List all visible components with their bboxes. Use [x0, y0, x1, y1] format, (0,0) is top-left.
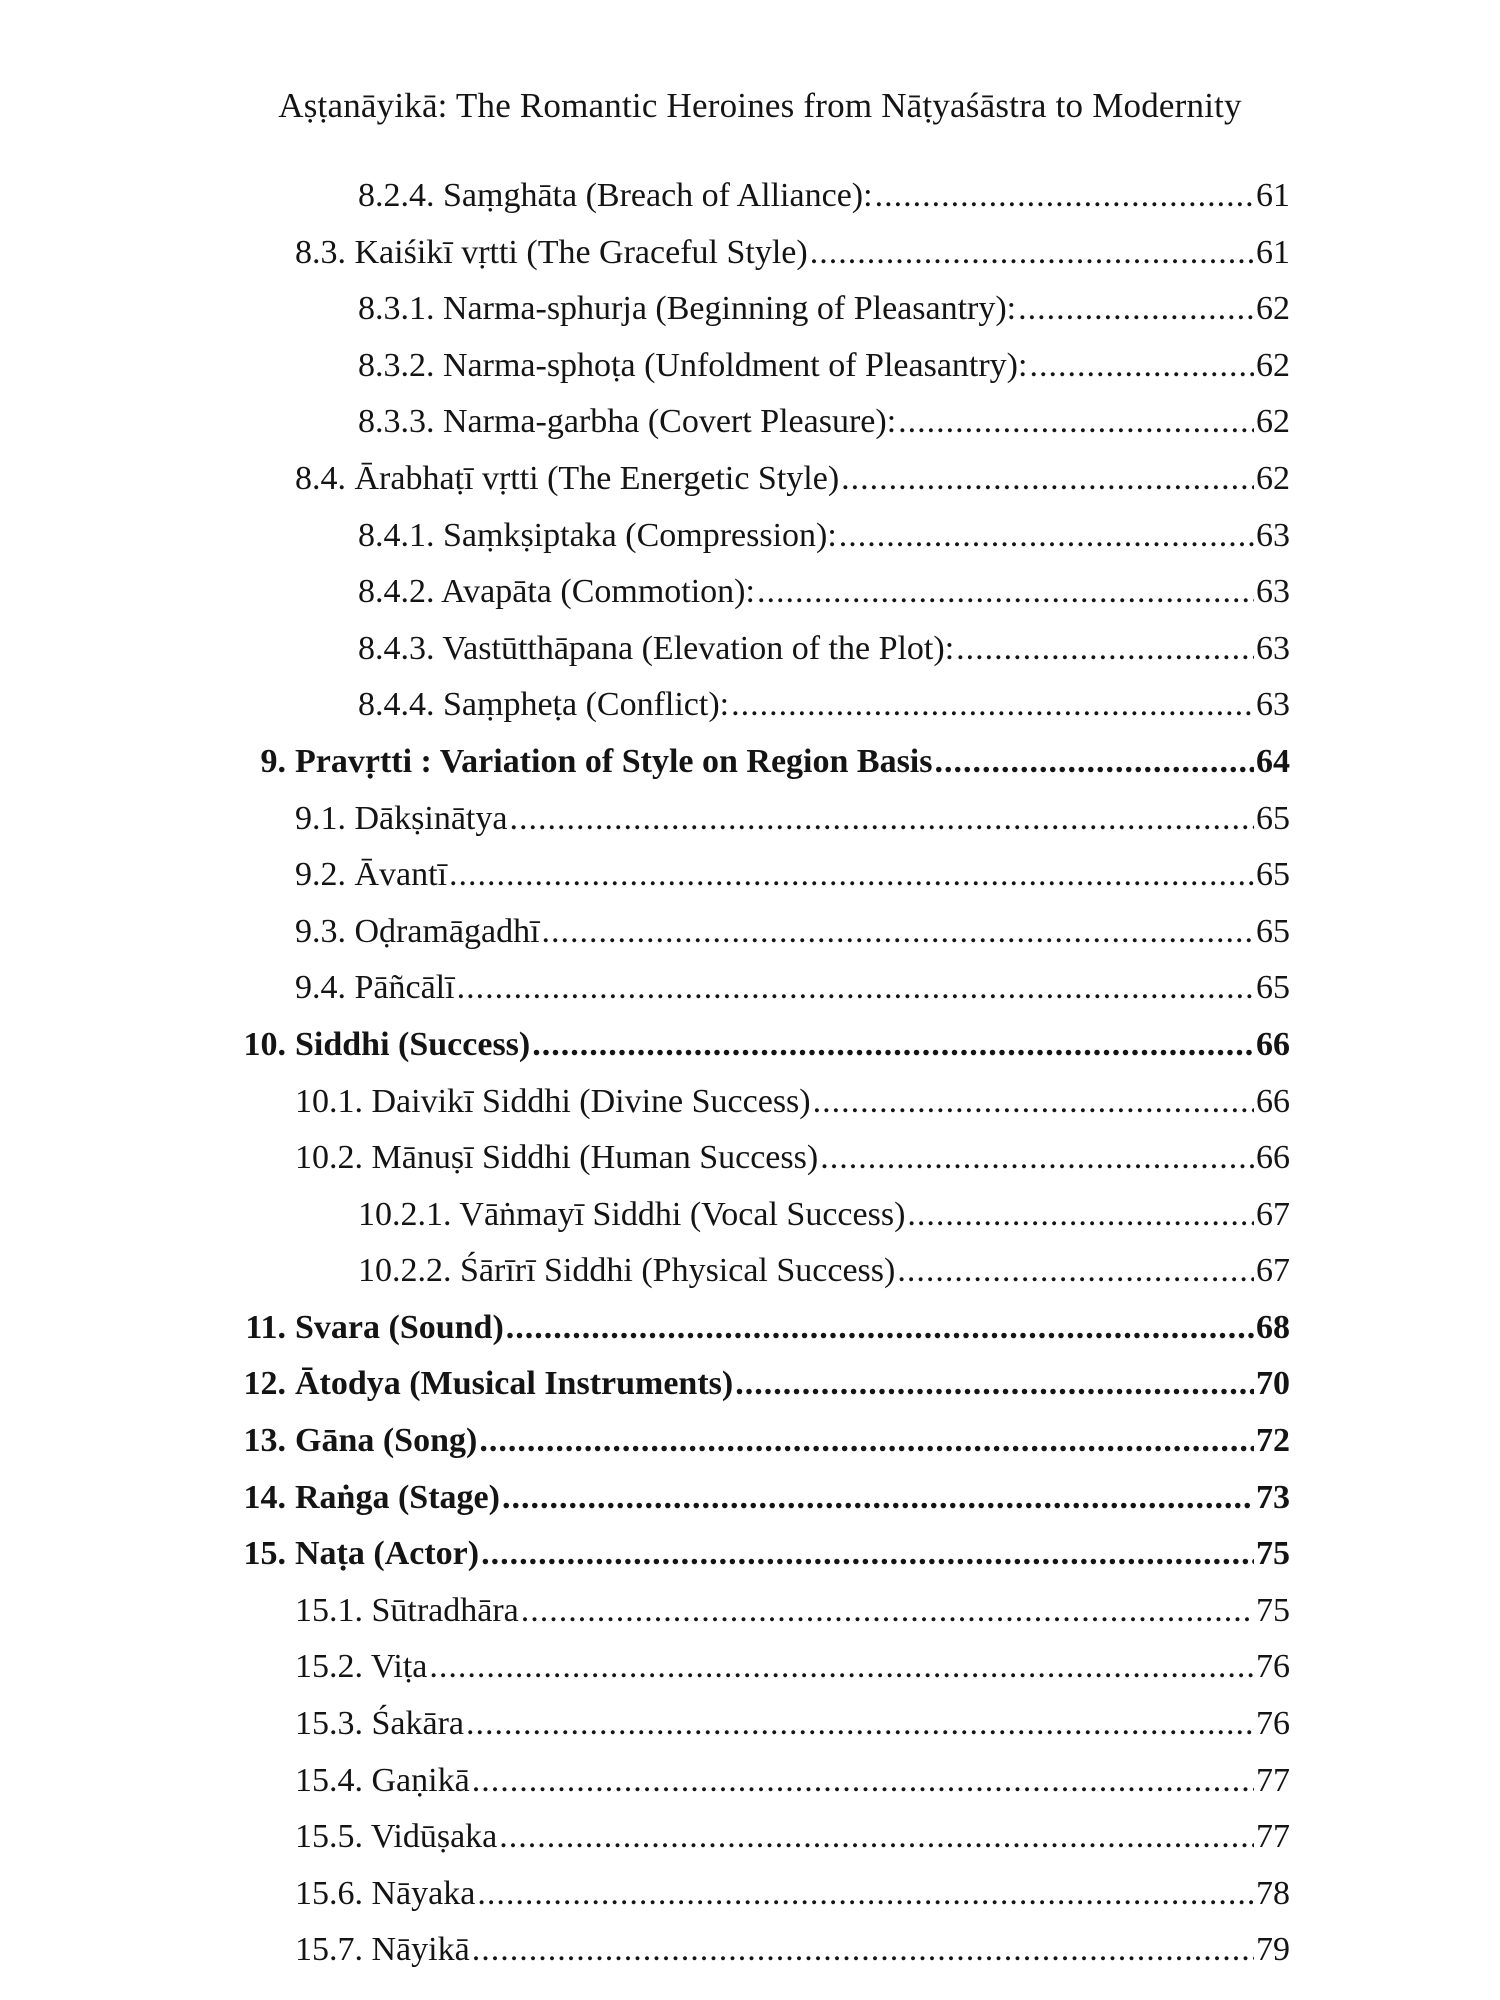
dot-leader — [956, 621, 1254, 678]
toc-entry-page: 66 — [1256, 1082, 1290, 1120]
toc-entry[interactable] — [0, 1413, 1500, 1470]
toc-entry-page: 77 — [1256, 1761, 1290, 1799]
toc-entry-title: 10.2.1. Vāṅmayī Siddhi (Vocal Success) — [358, 1195, 906, 1233]
toc-entry-number: 14. — [243, 1478, 286, 1516]
toc-entry-number: 10. — [243, 1025, 286, 1063]
toc-entry-page: 63 — [1256, 629, 1290, 667]
table-of-contents — [0, 168, 1500, 1979]
dot-leader — [449, 847, 1254, 904]
dot-leader — [466, 1696, 1254, 1753]
toc-entry-title: Siddhi (Success) — [295, 1025, 531, 1063]
toc-entry-page: 66 — [1256, 1139, 1290, 1177]
toc-entry-number: 15. — [243, 1535, 286, 1573]
toc-entry-page: 61 — [1256, 233, 1290, 271]
toc-entry-title: 8.3.2. Narma-sphoṭa (Unfoldment of Pleasantry): — [358, 346, 1028, 384]
toc-entry-page: 65 — [1256, 799, 1290, 837]
toc-entry-title: Svara (Sound) — [295, 1308, 504, 1346]
dot-leader — [472, 1753, 1254, 1810]
toc-entry[interactable] — [0, 904, 1500, 961]
dot-leader — [875, 168, 1254, 225]
dot-leader — [429, 1639, 1254, 1696]
toc-entry-title: 15.3. Śakāra — [295, 1705, 465, 1743]
toc-entry-title: 9.1. Dākṣinātya — [295, 799, 508, 837]
toc-entry[interactable] — [0, 1639, 1500, 1696]
toc-entry-number: 12. — [243, 1365, 286, 1403]
toc-entry-title: 15.4. Gaṇikā — [295, 1761, 470, 1799]
toc-entry-page: 65 — [1256, 912, 1290, 950]
toc-entry-title: 8.4.3. Vastūtthāpana (Elevation of the Plot): — [358, 629, 955, 667]
toc-entry-title: 9.2. Āvantī — [295, 856, 448, 894]
toc-entry[interactable] — [0, 338, 1500, 395]
toc-entry-page: 63 — [1256, 516, 1290, 554]
dot-leader — [506, 1300, 1254, 1357]
toc-entry[interactable] — [0, 677, 1500, 734]
toc-entry-title: 15.7. Nāyikā — [295, 1931, 470, 1969]
toc-entry[interactable] — [0, 1866, 1500, 1923]
toc-entry-title: 15.6. Nāyaka — [295, 1874, 476, 1912]
dot-leader — [898, 394, 1254, 451]
toc-entry-title: 15.5. Vidūṣaka — [295, 1818, 498, 1856]
toc-entry-page: 76 — [1256, 1705, 1290, 1743]
toc-entry[interactable] — [0, 1753, 1500, 1810]
toc-entry[interactable] — [0, 1130, 1500, 1187]
dot-leader — [735, 1356, 1254, 1413]
toc-entry[interactable] — [0, 1583, 1500, 1640]
running-header: Aṣṭanāyikā: The Romantic Heroines from Nāṭyaśāstra to Modernity — [278, 86, 1242, 125]
toc-entry[interactable] — [0, 1356, 1500, 1413]
toc-entry-title: 10.2.2. Śārīrī Siddhi (Physical Success) — [358, 1252, 896, 1290]
dot-leader — [757, 564, 1254, 621]
toc-entry-title: 9.3. Oḍramāgadhī — [295, 912, 540, 950]
toc-entry[interactable] — [0, 1300, 1500, 1357]
toc-entry[interactable] — [0, 1696, 1500, 1753]
toc-entry[interactable] — [0, 394, 1500, 451]
toc-entry[interactable] — [0, 1470, 1500, 1527]
toc-entry-title: Ātodya (Musical Instruments) — [295, 1365, 734, 1403]
toc-entry[interactable] — [0, 1809, 1500, 1866]
toc-entry-page: 61 — [1256, 177, 1290, 214]
toc-entry-title: 8.4. Ārabhaṭī vṛtti (The Energetic Style) — [295, 459, 840, 497]
toc-entry-title: 15.1. Sūtradhāra — [295, 1591, 519, 1629]
toc-entry[interactable] — [0, 451, 1500, 508]
toc-entry-title: 10.2. Mānuṣī Siddhi (Human Success) — [295, 1139, 819, 1177]
toc-entry-page: 75 — [1256, 1535, 1290, 1573]
toc-entry-title: 8.3.1. Narma-sphurja (Beginning of Pleasantry): — [358, 290, 1017, 328]
toc-entry-title: 10.1. Daivikī Siddhi (Divine Success) — [295, 1082, 811, 1120]
dot-leader — [532, 1017, 1254, 1074]
dot-leader — [477, 1866, 1254, 1923]
toc-entry[interactable] — [0, 960, 1500, 1017]
dot-leader — [481, 1526, 1254, 1583]
toc-entry[interactable] — [0, 168, 1500, 225]
toc-entry[interactable] — [0, 621, 1500, 678]
dot-leader — [820, 1130, 1254, 1187]
toc-entry-page: 75 — [1256, 1591, 1290, 1629]
dot-leader — [897, 1243, 1254, 1300]
toc-entry[interactable] — [0, 847, 1500, 904]
dot-leader — [1029, 338, 1254, 395]
toc-entry[interactable] — [0, 564, 1500, 621]
toc-entry[interactable] — [0, 1922, 1500, 1979]
dot-leader — [457, 960, 1254, 1017]
dot-leader — [509, 791, 1254, 848]
dot-leader — [813, 1074, 1254, 1131]
toc-entry[interactable] — [0, 1187, 1500, 1244]
toc-entry-page: 65 — [1256, 969, 1290, 1007]
toc-entry-page: 65 — [1256, 856, 1290, 894]
toc-entry-page: 79 — [1256, 1931, 1290, 1969]
toc-entry[interactable] — [0, 508, 1500, 565]
toc-entry[interactable] — [0, 281, 1500, 338]
dot-leader — [502, 1470, 1254, 1527]
toc-entry-title: 8.2.4. Saṃghāta (Breach of Alliance): — [358, 177, 873, 214]
toc-entry-title: 15.2. Viṭa — [295, 1648, 428, 1686]
dot-leader — [934, 734, 1254, 791]
toc-entry-page: 72 — [1256, 1422, 1290, 1460]
dot-leader — [499, 1809, 1254, 1866]
toc-entry-page: 73 — [1256, 1478, 1290, 1516]
toc-entry-page: 63 — [1256, 573, 1290, 611]
toc-entry-number: 13. — [243, 1422, 286, 1460]
toc-entry-title: Naṭa (Actor) — [295, 1535, 480, 1573]
toc-entry[interactable] — [0, 734, 1500, 791]
toc-entry-title: 8.4.1. Saṃkṣiptaka (Compression): — [358, 516, 837, 554]
dot-leader — [731, 677, 1254, 734]
dot-leader — [521, 1583, 1254, 1640]
toc-entry[interactable] — [0, 1243, 1500, 1300]
dot-leader — [472, 1922, 1254, 1979]
toc-entry-title: Pravṛtti : Variation of Style on Region Basis — [295, 742, 933, 780]
dot-leader — [841, 451, 1254, 508]
toc-entry-page: 66 — [1256, 1025, 1290, 1063]
toc-entry-page: 67 — [1256, 1195, 1290, 1233]
toc-entry-number: 9. — [260, 742, 286, 780]
toc-entry-title: 8.3.3. Narma-garbha (Covert Pleasure): — [358, 403, 897, 441]
toc-entry[interactable] — [0, 1526, 1500, 1583]
dot-leader — [1018, 281, 1254, 338]
toc-entry-page: 70 — [1256, 1365, 1290, 1403]
dot-leader — [479, 1413, 1254, 1470]
toc-entry-title: Raṅga (Stage) — [295, 1478, 500, 1516]
toc-entry[interactable] — [0, 1074, 1500, 1131]
toc-entry-title: 8.4.2. Avapāta (Commotion): — [358, 573, 755, 611]
toc-entry-title: 8.3. Kaiśikī vṛtti (The Graceful Style) — [295, 233, 808, 271]
toc-entry-page: 76 — [1256, 1648, 1290, 1686]
toc-entry-page: 62 — [1256, 459, 1290, 497]
toc-entry-page: 62 — [1256, 403, 1290, 441]
toc-entry-page: 78 — [1256, 1874, 1290, 1912]
dot-leader — [810, 225, 1254, 282]
toc-entry-page: 64 — [1256, 742, 1290, 780]
toc-entry-page: 63 — [1256, 686, 1290, 724]
dot-leader — [907, 1187, 1254, 1244]
toc-entry-title: 8.4.4. Saṃpheṭa (Conflict): — [358, 686, 730, 724]
toc-entry[interactable] — [0, 1017, 1500, 1074]
toc-entry-page: 62 — [1256, 290, 1290, 328]
toc-entry-title: 9.4. Pāñcālī — [295, 969, 455, 1007]
toc-entry-page: 67 — [1256, 1252, 1290, 1290]
dot-leader — [542, 904, 1254, 961]
toc-entry[interactable] — [0, 225, 1500, 282]
dot-leader — [839, 508, 1254, 565]
toc-entry-page: 68 — [1256, 1308, 1290, 1346]
toc-entry[interactable] — [0, 791, 1500, 848]
toc-entry-title: Gāna (Song) — [295, 1422, 478, 1460]
toc-entry-page: 77 — [1256, 1818, 1290, 1856]
toc-entry-number: 11. — [245, 1308, 286, 1346]
toc-entry-page: 62 — [1256, 346, 1290, 384]
